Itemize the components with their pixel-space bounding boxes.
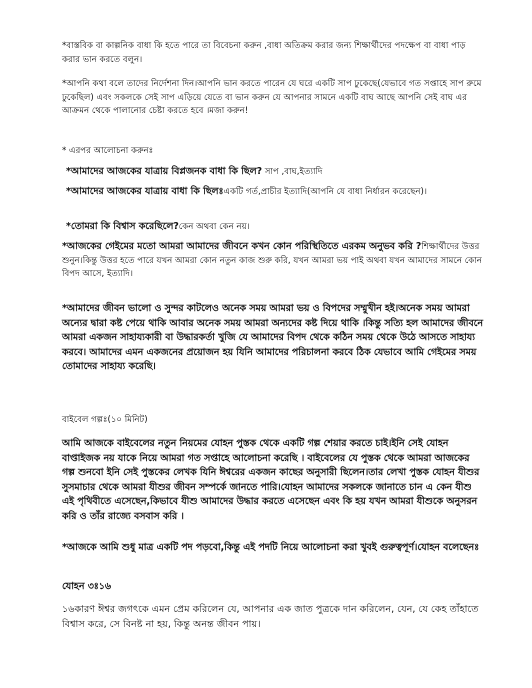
verse-intro: *আজকে আমি শুধু মাত্র একটি পদ পড়বো,কিন্তু এই পদটি নিয়ে আলোচনা করা খুবই গুরুত্বপূর্ণ।যোহন বলেছেনঃ: [62, 542, 480, 553]
question-1-bold: *আমাদের আজকের যাত্রায় বিপ্লজনক বাধা কি ছিল?: [66, 166, 263, 177]
helper-paragraph: *আমাদের জীবন ভালো ও সুন্দর কাটলেও অনেক সময় আমরা ভয় ও বিপদের সম্মুখীন হই।অনেক সময় আমরা অন্যের দ্বারা কষ্ট পেয়ে থাকি আবার অনেক সময় আমরা অন্যদের কষ্ট দিয়ে থাকি ।কিন্তু সত্যি হল আমাদের জীবনে আমরা একজন সাহায্যকারী বা উদ্ধারকর্তা খুজি যে আমাদের বিপদ থেকে কঠিন সময় থেকে উঠে আসতে সাহায্য করবে। আমাদের এমন একজনের প্রয়োজন হয় যিনি আমাদের পরিচালনা করবে ঠিক যেভাবে আমি গেইমের সময় তোমাদের সাহায্য করেছি।: [62, 303, 484, 373]
question-dangerous-obstacle: [62, 165, 488, 180]
bible-story-heading: বাইবেল গল্পঃ(১০ মিনিট): [62, 415, 148, 425]
verse-text: ১৬কারণ ঈশ্বর জগৎকে এমন প্রেম করিলেন যে, আপনার এক জাত পুত্রকে দান করিলেন, যেন, যে কেহ তাঁহাতে বিশ্বাস করে, সে বিনষ্ট না হয়, কিন্তু অনন্ত জীবন পায়।: [62, 604, 479, 630]
question-1-answer: সাপ ,বাঘ,ইত্যাদি: [262, 167, 323, 177]
discussion-intro: * এরপর আলোচনা করুনঃ: [62, 146, 154, 156]
question-2-answer: একটি গর্ত,প্রাচীর ইত্যাদি(আপনি যে বাধা নির্ধারন করেছেন)।: [223, 187, 427, 197]
instruction-snake-tiger: *আপনি কথা বলে তাদের নির্দেশনা দিন।আপনি ভান করতে পারেন যে ঘরে একটি সাপ ঢুকেছে(যেভাবে গত সপ্তাহে সাপ রুমে ঢুকেছিল) এবং সকলকে সেই সাপ এড়িয়ে যেতে বা ভান করুন যে আপনার সামনে একটি বাঘ আছে আপনি সেই বাঘ এর আক্রমন থেকে পালানোর চেষ্টা করতে হবে ।মজা করুন!: [62, 79, 482, 117]
instruction-obstacles: *বাস্তবিক বা কাল্পনিক বাধা কি হতে পারে তা বিবেচনা করুন ,বাধা অতিক্রম করার জন্য শিক্ষার্থীদের পদক্ষেপ বা বাধা পাড় করার ভান করতে বলুন।: [62, 41, 466, 65]
question-2-bold: *আমাদের আজকের যাত্রায় বাধা কি ছিলঃ: [66, 186, 224, 197]
bible-story-paragraph: আমি আজকে বাইবেলের নতুন নিয়মের যোহন পুস্তক থেকে একটি গল্প শেয়ার করতে চাই।ইনি সেই যোহন বাপ্তাইজক নয় যাকে নিয়ে আমরা গত সপ্তাহে আলোচনা করেছি । বাইবেলের যে পুস্তক থেকে আমরা আজকের গল্প শুনবো ইনি সেই পুস্তকের লেখক যিনি ঈশ্বরের একজন কাছের অনুসারী ছিলেন।তার লেখা পুস্তক যোহন যীশুর সুসমাচার থেকে আমরা যীশুর জীবন সম্পর্কে জানতে পারি।যোহন আমাদের সকলকে জানাতে চান এ কেন যীশু এই পৃথিবীতে এসেছেন,কিভাবে যীশু আমাদের উদ্ধার করতে এসেছেন এবং কি হয় যখন আমরা যীশুকে অনুসরন করি ও তাঁর রাজ্যে বসবাস করি ।: [62, 438, 480, 522]
question-belief: [62, 220, 488, 235]
question-3-bold: *তোমরা কি বিশ্বাস করেছিলে?: [66, 221, 179, 232]
life-situation-paragraph: [62, 240, 484, 282]
question-obstacle: [62, 185, 488, 200]
question-3-answer: কেন অথবা কেন নয়।: [178, 222, 250, 232]
verse-reference: যোহন ৩ঃ১৬: [62, 581, 111, 592]
life-situation-rest: শিক্ষার্থীদের উত্তর শুনুন।কিন্তু উত্তর হতে পারে যখন আমরা কোন নতুন কাজ শুরু করি, যখন আমরা ভয় পাই অথবা যখন আমাদের সামনে কোন বিপদ আসে, ইত্যাদি।: [62, 242, 482, 280]
life-situation-bold: *আজকের গেইমের মতো আমরা আমাদের জীবনে কখন কোন পরিস্থিতিতে এরকম অনুভব করি ?: [62, 241, 422, 252]
